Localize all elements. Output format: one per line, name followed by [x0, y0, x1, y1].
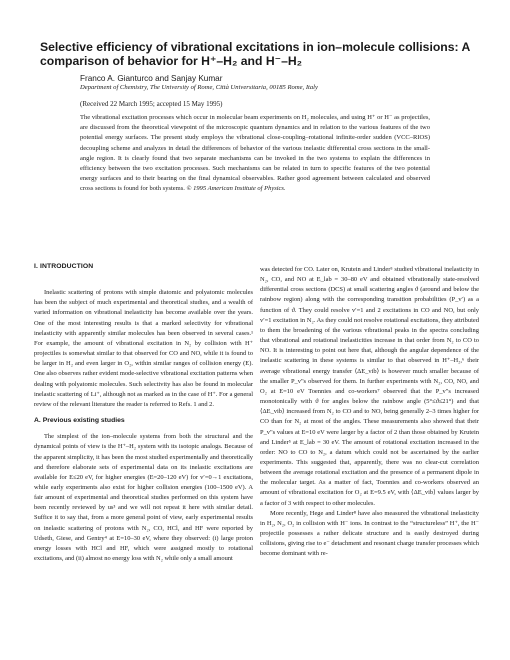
right-paragraph-2: More recently, Hege and Linder⁸ have also measured the vibrational inelasticity in H₂, N₂, O₂ in collision with H⁻ ions. In contrast to the “structureless” H⁺, the H⁻ projectile possesses a rather delicate structure and is easily destroyed during collisions, giving rise to e⁻ detachment and resonant charge transfer processes which become dominant with re- [260, 509, 479, 558]
affiliation: Department of Chemistry, The University of Rome, Città Universitaria, 00185 Rome, Italy [80, 84, 318, 91]
left-column [34, 262, 253, 564]
section-heading-introduction: I. INTRODUCTION [34, 263, 94, 270]
received-date: (Received 22 March 1995; accepted 15 May 1995) [80, 100, 223, 108]
subsection-letter: A. [34, 417, 41, 425]
abstract-text: The vibrational excitation processes which occur in molecular beam experiments on H₂ molecules, and using H⁺ or H⁻ as projectiles, are discussed from the theoretical viewpoint of the microscopic quantum dynamics and in relation to the various features of the two potential energy surfaces. The present study employs the vibrational close-coupling–rotational infinite-order sudden (VCC–RIOS) decoupling scheme and analyzes in detail the differences of behavior of the various inelastic differential cross sections in the small-angle region. It is clearly found that two separate mechanisms can be invoked in the two systems to explain the differences in efficiency between the two excitation processes. Such mechanisms can be related in turn to specific features of the two potential energy surfaces and to their bearing on the final dynamical observables. Rather good agreement between calculated and observed cross sections is found for both systems. [80, 114, 430, 193]
paper-title: Selective efficiency of vibrational excitations in ion–molecule collisions: A comparison of behavior for H⁺–H₂ and H⁻–H₂ [40, 40, 470, 68]
copyright-notice: © 1995 American Institute of Physics. [186, 185, 286, 193]
authors: Franco A. Gianturco and Sanjay Kumar [80, 74, 223, 83]
right-column [260, 265, 479, 560]
abstract [80, 113, 430, 195]
previous-studies-paragraph: The simplest of the ion–molecule systems from both the structural and the dynamical points of view is the H⁺–H₂ system with its isotopic analogs. Because of the apparent simplicity, it has been the most studied experimentally and theoretically and therefore elaborate sets of experimental data on its inelastic excitations are available for E≤20 eV, for higher energies (E=20–120 eV) for v′=0→1 excitations, while early experiments also exist for higher collision energies (100–1500 eV). A fair amount of experimental and theoretical studies performed on this system have been recently reviewed by us³ and we will not repeat it here with similar detail. Suffice it to say that, from a more general point of view, early experimental results on inelastic scattering of protons with N₂, CO, HCl, and HF were reported by Udseth, Giese, and Gentry⁴ at E=10–30 eV, where they observed: (i) large proton energy losses with HCl and HF, which were assigned mostly to rotational excitations, and (ii) almost no energy loss with N₂ while only a small amount [34, 433, 253, 563]
subsection-title: Previous existing studies [42, 417, 125, 425]
intro-paragraph-1: Inelastic scattering of protons with simple diatomic and polyatomic molecules has been the subject of much experimental and theoretical studies, and a wealth of varied information on vibrational inelasticity has become available over the years. One of the most interesting results is that a marked selectivity for vibrational inelasticity with apparently similar molecules has been observed in several cases.¹ For example, the amount of vibrational excitation in N₂ by collision with H⁺ projectiles is somewhat similar to that observed for CO and NO, while it is found to be larger in H₂ and even larger in O₂, within similar ranges of collision energy (E). One also observes rather evident mode-selective vibrational excitation patterns when dealing with polyatomic molecules. Such selectivity has also be found in molecular inelastic scattering of Li⁺, although not as marked as in the case of H⁺. For a general review of the relevant literature the reader is referred to Refs. 1 and 2. [34, 289, 253, 408]
right-paragraph-1: was detected for CO. Later on, Krutein and Linder⁵ studied vibrational inelasticity in N₂, CO, and NO at E_lab = 30–80 eV and obtained vibrationally state-resolved differential cross sections (DCS) at small scattering angles ϑ (around and below the rainbow region) along with the corresponding transition probabilities (P_v′) as a function of ϑ. They could resolve v′=1 and 2 excitations in CO and NO, but only v′=1 excitation in N₂. As they could not resolve rotational excitations, they attributed to them the broadening of the various vibrational peaks in the spectra concluding that vibrational and rotational inelasticities increase in that order from N₂ to CO to NO. It is interesting to point out here that, although the angular dependence of the inelastic scattering in these systems is similar to that observed in H⁺–H₂,⁶ their average vibrational energy transfer ⟨ΔE_vib⟩ is however much smaller because of the smaller P_v′'s observed for them. In further experiments with N₂, CO, NO, and O₂ at E=10 eV Toennies and co-workers⁷ observed that the P_v′'s increased monotonically with ϑ for angles below the rainbow angle (5°≤ϑ≤21°) and that ⟨ΔE_vib⟩ increased from N₂ to CO and to NO, being generally 2–3 times higher for CO than for N₂ at most of the angles. These measurements also showed that their P_v′'s values at E=10 eV were larger by a factor of 2 than those obtained by Krutein and Linder⁵ at E_lab = 30 eV. The amount of rotational excitation increased in the order: NO to CO to N₂, a datum which could not be ascertained by the earlier experiments. This suggested that, apparently, there was no clear-cut correlation between the average rotational excitation and the presence of a permanent dipole in the molecular target. As a matter of fact, Toennies and co-workers observed an amount of vibrational excitation for O₂ at E=9.5 eV, with ⟨ΔE_vib⟩ values larger by a factor of 3 with respect to other molecules. [260, 266, 479, 507]
subsection-heading [34, 416, 253, 426]
